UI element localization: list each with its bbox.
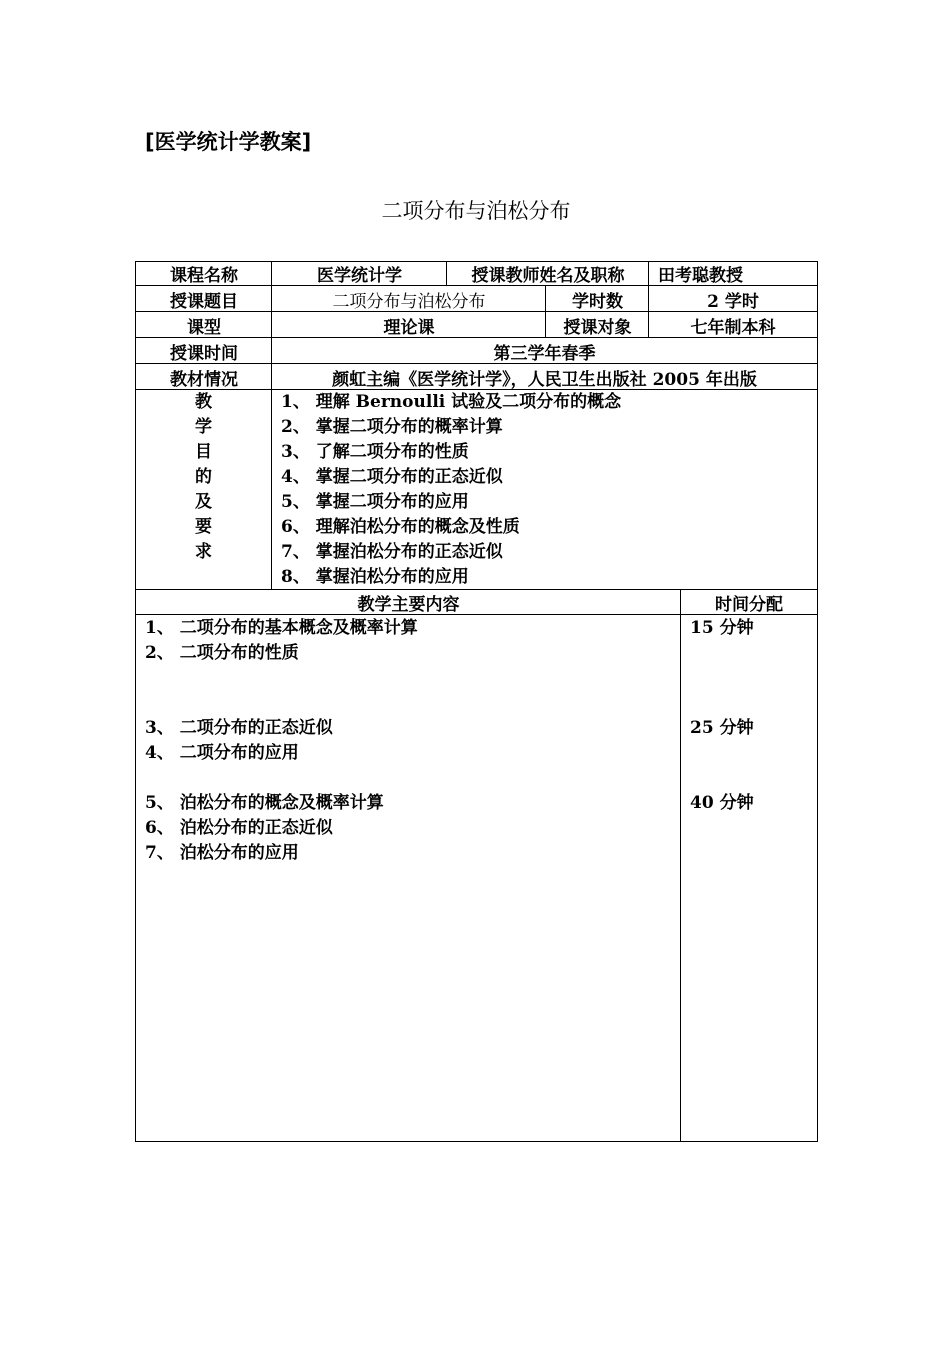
audience-label: 授课对象 [563,317,632,338]
time-allocation-item [690,691,754,716]
time-allocation-item [690,641,754,666]
time-allocation-item [690,766,754,791]
time-label: 授课时间 [170,343,238,364]
column-divider [680,589,681,1142]
objectives-label [137,390,270,565]
content-item: 5、 泊松分布的概念及概率计算 [145,793,384,813]
objective-item: 8、 掌握泊松分布的应用 [281,567,469,587]
time-allocation-header: 时间分配 [715,595,783,615]
course-name-value: 医学统计学 [317,266,402,286]
time-allocation-item [690,666,754,691]
time-allocation-item [690,741,754,766]
hours-value: 2 学时 [707,291,759,312]
content-item [145,766,418,791]
content-item: 4、 二项分布的应用 [145,743,299,763]
teacher-value: 田考聪教授 [658,266,743,286]
content-item: 7、 泊松分布的应用 [145,843,299,863]
objective-item: 6、 理解泊松分布的概念及性质 [281,517,520,537]
objective-item: 2、 掌握二项分布的概率计算 [281,417,503,437]
content-item: 6、 泊松分布的正态近似 [145,818,333,838]
content-item [145,666,418,691]
column-divider [648,285,649,337]
time-value: 第三学年春季 [493,343,596,364]
column-divider [446,261,447,285]
column-divider [648,261,649,285]
content-item [145,691,418,716]
course-name-label: 课程名称 [170,266,238,286]
objectives-label-char: 及 [195,492,212,512]
content-list [145,616,418,866]
type-label: 课型 [187,317,221,338]
textbook-label: 教材情况 [170,369,238,390]
document-header: [医学统计学教案] [145,130,312,154]
hours-label: 学时数 [572,291,623,312]
objective-item: 7、 掌握泊松分布的正态近似 [281,542,503,562]
objective-item: 5、 掌握二项分布的应用 [281,492,469,512]
content-item: 3、 二项分布的正态近似 [145,718,333,738]
objective-item: 4、 掌握二项分布的正态近似 [281,467,503,487]
time-allocation-item: 25 分钟 [690,718,754,738]
objectives-label-char: 目 [195,442,212,462]
document-title: 二项分布与泊松分布 [381,199,571,223]
content-item: 2、 二项分布的性质 [145,643,299,663]
time-allocation-list [690,616,754,816]
content-item: 1、 二项分布的基本概念及概率计算 [145,618,418,638]
time-allocation-item: 15 分钟 [690,618,754,638]
topic-label: 授课题目 [170,291,238,312]
objective-item: 1、 理解 Bernoulli 试验及二项分布的概念 [281,392,622,412]
objectives-label-char: 教 [195,392,212,412]
time-allocation-item: 40 分钟 [690,793,754,813]
objectives-label-char: 学 [195,417,212,437]
objectives-label-char: 求 [195,542,212,562]
objective-item: 3、 了解二项分布的性质 [281,442,469,462]
objectives-label-char: 要 [195,517,212,537]
teacher-label: 授课教师姓名及职称 [471,266,625,286]
column-divider [271,261,272,589]
objectives-list [281,390,621,590]
objectives-label-char: 的 [195,467,212,487]
audience-value: 七年制本科 [690,317,776,338]
topic-value: 二项分布与泊松分布 [332,291,486,312]
textbook-value: 颜虹主编《医学统计学》，人民卫生出版社 2005 年出版 [332,369,757,390]
type-value: 理论课 [383,317,435,338]
content-header: 教学主要内容 [357,595,460,615]
column-divider [545,285,546,337]
